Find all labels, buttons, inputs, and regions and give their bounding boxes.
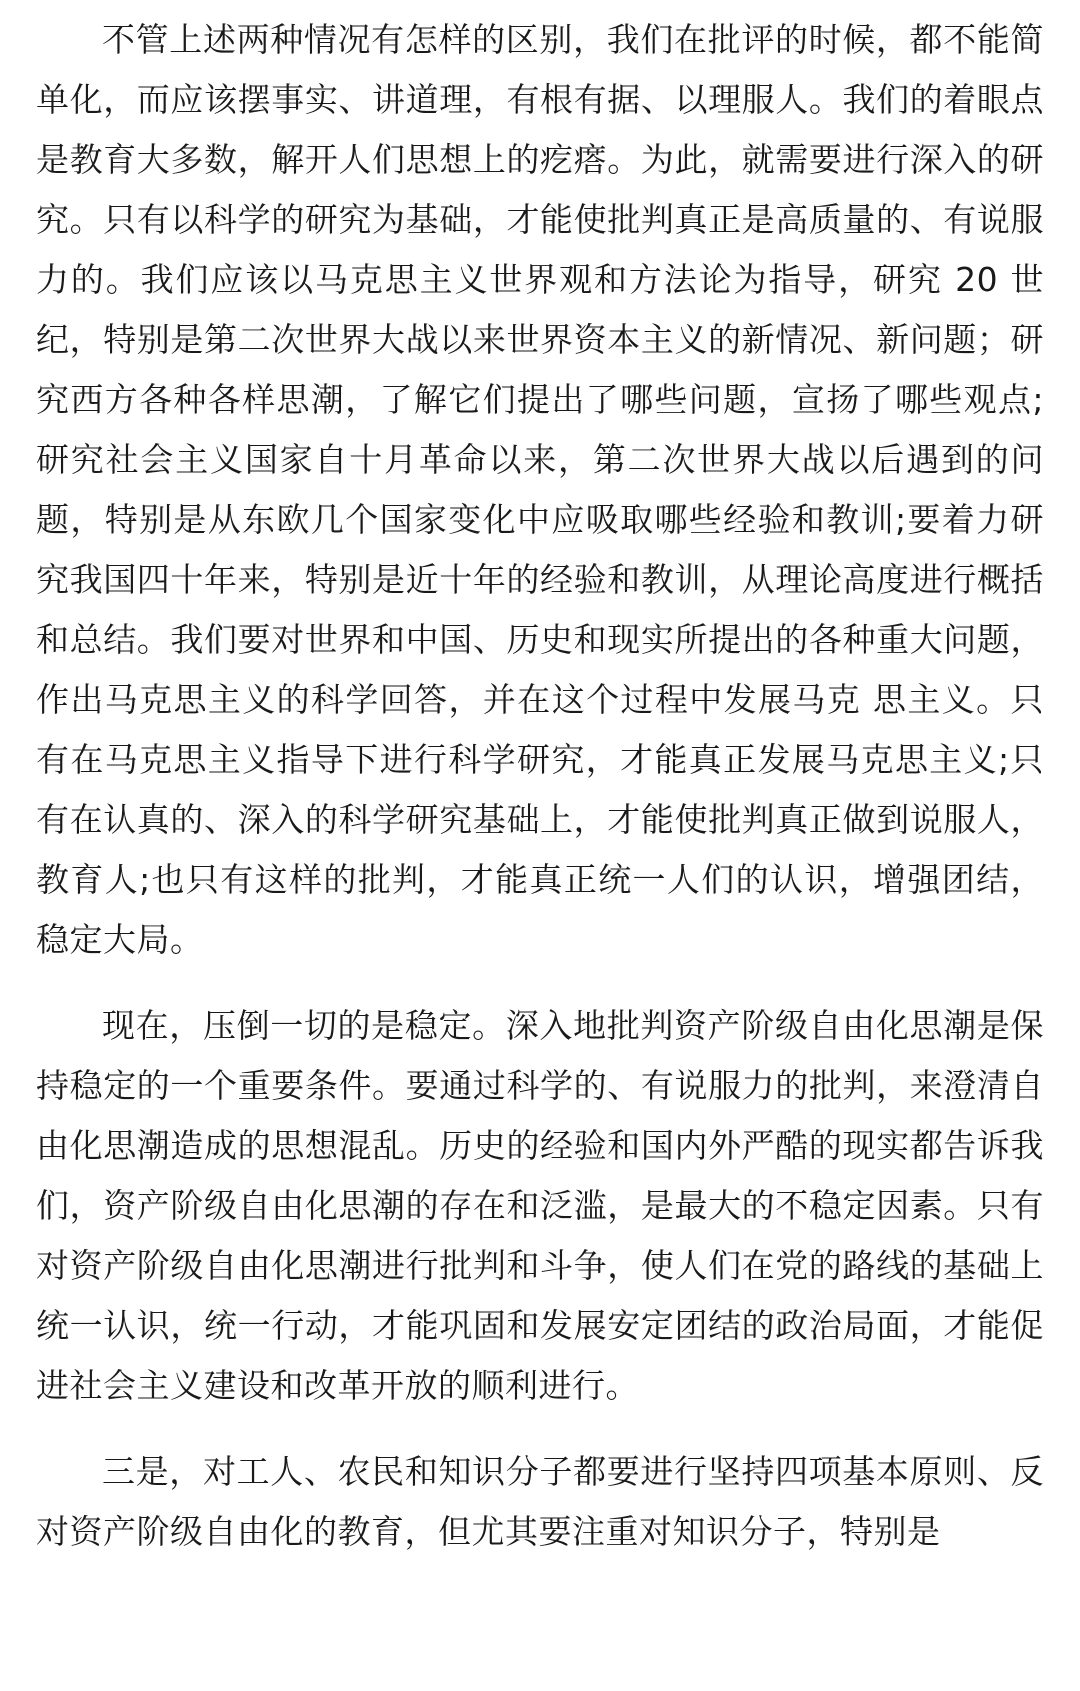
paragraph-2: 现在，压倒一切的是稳定。深入地批判资产阶级自由化思潮是保持稳定的一个重要条件。要通过科学的、有说服力的批判，来澄清自由化思潮造成的思想混乱。历史的经验和国内外严酷的现实都告诉我们，资产阶级自由化思潮的存在和泛滥，是最大的不稳定因素。只有对资产阶级自由化思潮进行批判和斗争，使人们在党的路线的基础上统一认识，统一行动，才能巩固和发展安定团结的政治局面，才能促进社会主义建设和改革开放的顺利进行。 <box>36 1006 1044 1405</box>
paragraph-3: 三是，对工人、农民和知识分子都要进行坚持四项基本原则、反对资产阶级自由化的教育，但尤其要注重对知识分子，特别是 <box>36 1452 1044 1551</box>
paragraph-1: 不管上述两种情况有怎样的区别，我们在批评的时候，都不能简单化，而应该摆事实、讲道理，有根有据、以理服人。我们的着眼点是教育大多数，解开人们思想上的疙瘩。为此，就需要进行深入的研究。只有以科学的研究为基础，才能使批判真正是高质量的、有说服力的。我们应该以马克思主义世界观和方法论为指导，研究 20 世纪，特别是第二次世界大战以来世界资本主义的新情况、新问题；研究西方各种各样思潮，了解它们提出了哪些问题，宣扬了哪些观点;研究社会主义国家自十月革命以来，第二次世界大战以后遇到的问题，特别是从东欧几个国家变化中应吸取哪些经验和教训;要着力研究我国四十年来，特别是近十年的经验和教训，从理论高度进行概括和总结。我们要对世界和中国、历史和现实所提出的各种重大问题，作出马克思主义的科学回答，并在这个过程中发展马克 思主义。只有在马克思主义指导下进行科学研究，才能真正发展马克思主义;只有在认真的、深入的科学研究基础上，才能使批判真正做到说服人，教育人;也只有这样的批判，才能真正统一人们的认识，增强团结，稳定大局。 <box>36 20 1044 959</box>
